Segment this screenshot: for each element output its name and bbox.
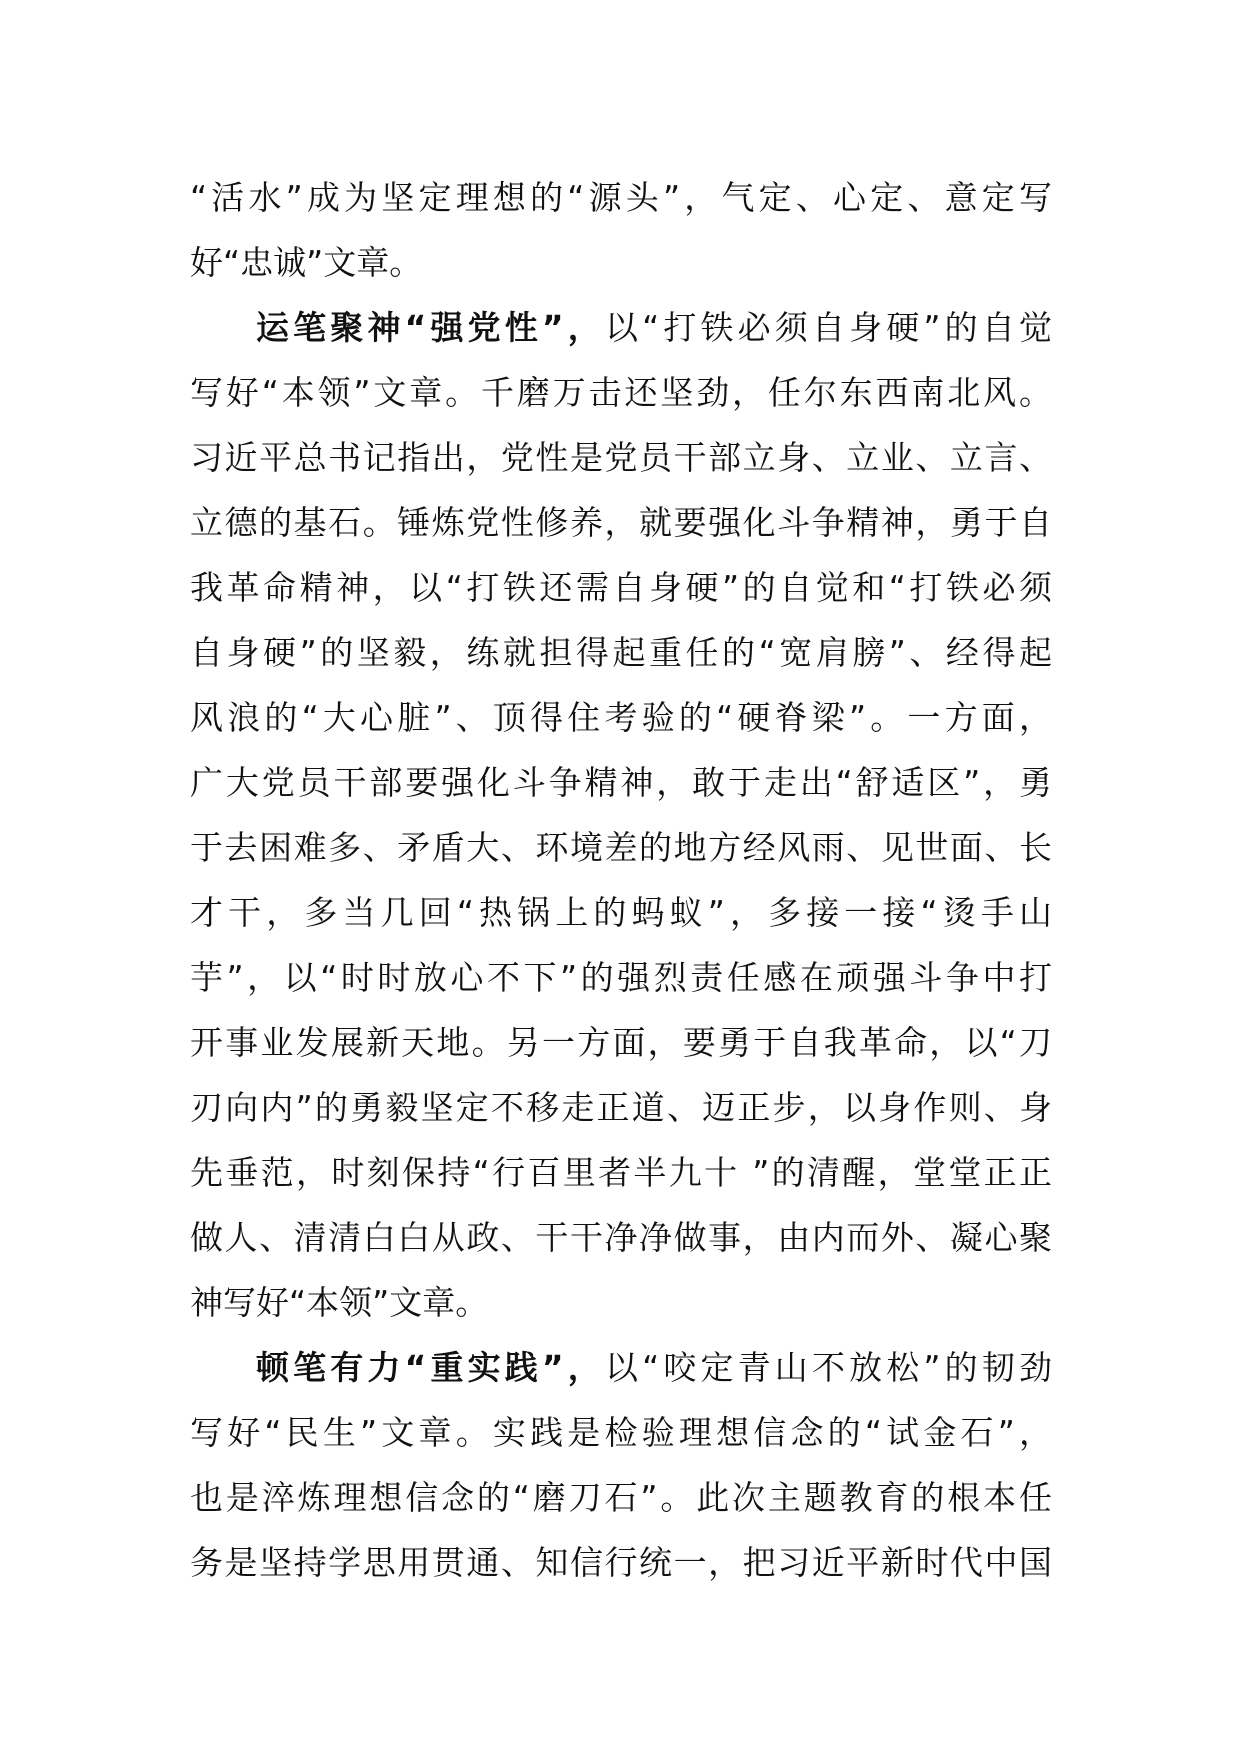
section-heading: 运笔聚神“强党性”， (256, 308, 605, 347)
text-line: “活水”成为坚定理想的“源头”，气定、心定、意定写 (190, 178, 1052, 217)
text-line: 芋”，以“时时放心不下”的强烈责任感在顽强斗争中打 (190, 958, 1052, 997)
heading-line-rest: 以“打铁必须自身硬”的自觉 (604, 308, 1052, 347)
text-line: 开事业发展新天地。另一方面，要勇于自我革命，以“刀 (190, 1023, 1052, 1062)
heading-line-rest: 以“咬定青山不放松”的韧劲 (604, 1348, 1052, 1387)
text-line: 我革命精神，以“打铁还需自身硬”的自觉和“打铁必须 (190, 568, 1052, 607)
text-line: 广大党员干部要强化斗争精神，敢于走出“舒适区”，勇 (190, 763, 1052, 802)
text-line (190, 1335, 1052, 1400)
paragraph-practice (190, 1335, 1052, 1595)
text-line: 写好“民生”文章。实践是检验理想信念的“试金石”， (190, 1413, 1052, 1452)
text-line: 才干，多当几回“热锅上的蚂蚁”，多接一接“烫手山 (190, 893, 1052, 932)
text-line: 风浪的“大心脏”、顶得住考验的“硬脊梁”。一方面， (190, 698, 1052, 737)
text-line: 习近平总书记指出，党性是党员干部立身、立业、立言、 (190, 438, 1052, 477)
text-line: 做人、清清白白从政、干干净净做事，由内而外、凝心聚 (190, 1218, 1052, 1257)
text-line: 神写好“本领”文章。 (190, 1283, 489, 1322)
text-line: 刃向内”的勇毅坚定不移走正道、迈正步，以身作则、身 (190, 1088, 1052, 1127)
text-line: 先垂范，时刻保持“行百里者半九十 ”的清醒，堂堂正正 (190, 1153, 1052, 1192)
text-line: 好“忠诚”文章。 (190, 243, 423, 282)
paragraph-loyalty-continuation (190, 165, 1052, 295)
paragraph-party-spirit (190, 295, 1052, 1335)
text-line: 务是坚持学思用贯通、知信行统一，把习近平新时代中国 (190, 1543, 1052, 1582)
text-line: 于去困难多、矛盾大、环境差的地方经风雨、见世面、长 (190, 828, 1052, 867)
text-line: 自身硬”的坚毅，练就担得起重任的“宽肩膀”、经得起 (190, 633, 1052, 672)
section-heading: 顿笔有力“重实践”， (256, 1348, 605, 1387)
text-line: 立德的基石。锤炼党性修养，就要强化斗争精神，勇于自 (190, 503, 1052, 542)
document-body (190, 165, 1052, 1595)
text-line: 也是淬炼理想信念的“磨刀石”。此次主题教育的根本任 (190, 1478, 1052, 1517)
text-line: 写好“本领”文章。千磨万击还坚劲，任尔东西南北风。 (190, 373, 1052, 412)
text-line (190, 295, 1052, 360)
